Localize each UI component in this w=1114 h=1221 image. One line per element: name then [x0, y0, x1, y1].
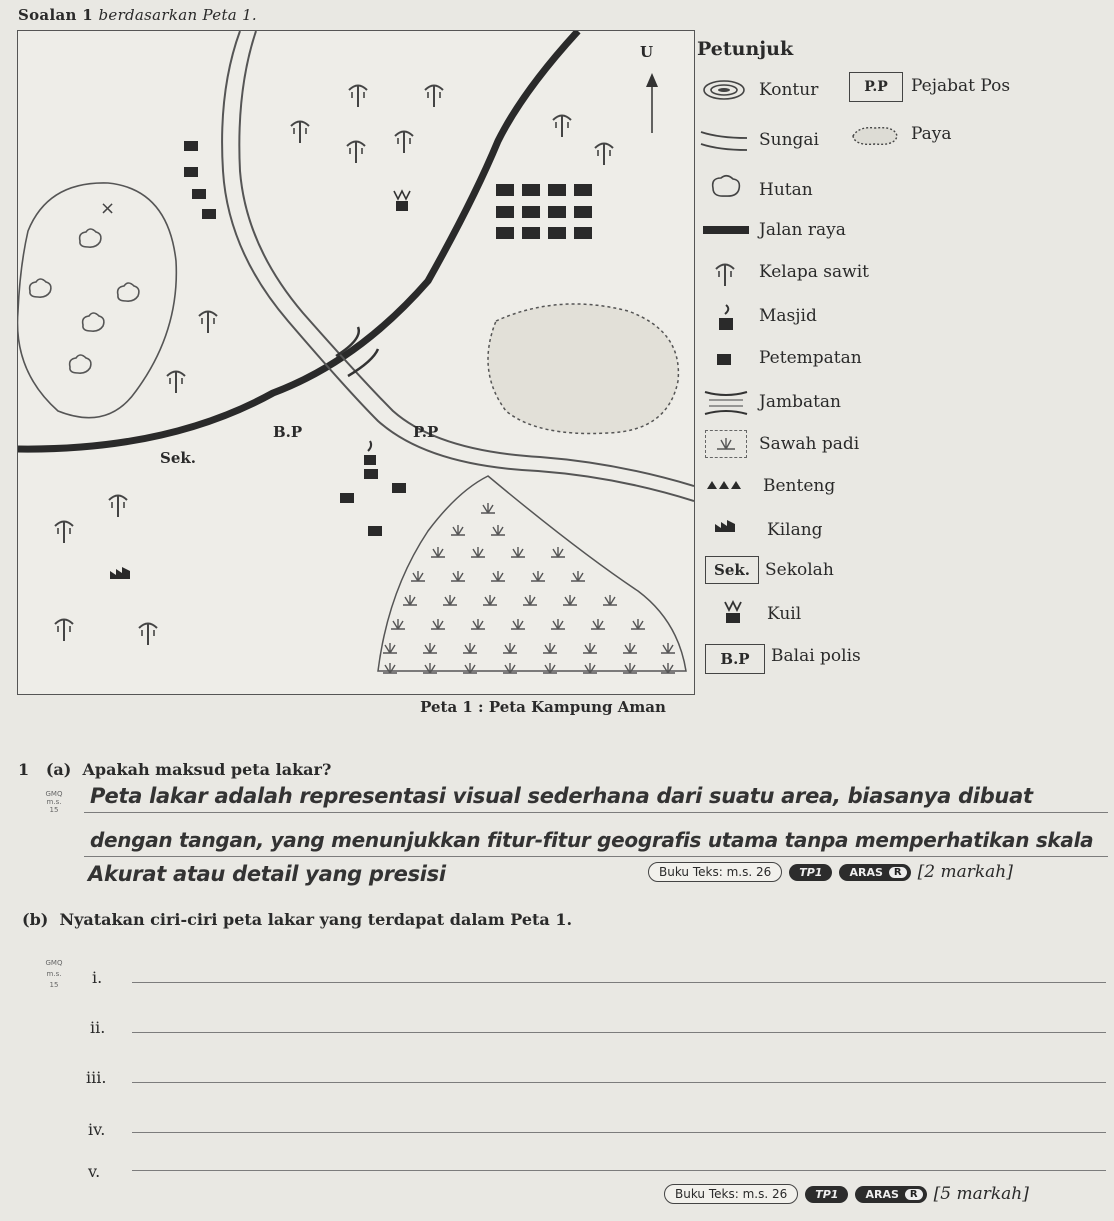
legend-kilang: Kilang: [767, 520, 823, 540]
numeral-iv: iv.: [88, 1120, 106, 1139]
question-part-b: (b): [22, 910, 49, 929]
paddy-symbol: [481, 503, 495, 513]
paddy-symbol: [631, 619, 645, 629]
paddy-symbol: [383, 643, 397, 653]
contour-icon: [699, 76, 749, 104]
legend-kontur: Kontur: [759, 80, 819, 100]
answer-line-a2[interactable]: [84, 828, 1108, 857]
question-number: 1: [18, 760, 30, 779]
mosque-symbol: [364, 441, 376, 465]
book-reference-a: Buku Teks: m.s. 26: [648, 862, 782, 882]
answer-line-b3[interactable]: [132, 1064, 1106, 1083]
forest-icon: [705, 174, 745, 200]
answer-line-b1[interactable]: [132, 964, 1106, 983]
paddy-symbol: [491, 571, 505, 581]
factory-icon: [713, 518, 743, 534]
paddy-symbol: [591, 619, 605, 629]
svg-text:×: ×: [100, 198, 116, 219]
legend-benteng: Benteng: [763, 476, 836, 496]
paddy-symbol: [443, 595, 457, 605]
settlement-icon: [717, 354, 731, 365]
paddy-icon: [705, 430, 747, 458]
gmq-stamp-b: GMQ m.s. 15: [45, 959, 63, 989]
answer-line-a1[interactable]: [84, 784, 1108, 813]
paddy-symbol: [563, 595, 577, 605]
answer-line-b2[interactable]: [132, 1014, 1106, 1033]
answer-a-line1: Peta lakar adalah representasi visual sederhana dari suatu area, biasanya dibuat: [90, 784, 1033, 808]
paddy-symbol: [483, 595, 497, 605]
answer-a-line3: Akurat atau detail yang presisi: [88, 862, 446, 886]
legend-kelapa-sawit: Kelapa sawit: [759, 262, 869, 282]
heading-italic: berdasarkan Peta 1.: [98, 6, 257, 24]
paddy-symbol: [511, 619, 525, 629]
legend-masjid: Masjid: [759, 306, 817, 326]
legend-jalan-raya: Jalan raya: [759, 220, 846, 240]
legend-petempatan: Petempatan: [759, 348, 862, 368]
legend-sungai: Sungai: [759, 130, 819, 150]
bridge-icon: [703, 388, 749, 418]
legend-sawah-padi: Sawah padi: [759, 434, 860, 454]
question-b-text: Nyatakan ciri-ciri peta lakar yang terdapat dalam Peta 1.: [59, 910, 573, 929]
paddy-symbol: [451, 525, 465, 535]
mosque-icon: [715, 304, 737, 332]
paddy-symbol: [431, 547, 445, 557]
paddy-symbol: [531, 571, 545, 581]
question-a-text: Apakah maksud peta lakar?: [82, 760, 332, 779]
numeral-v: v.: [88, 1162, 101, 1181]
book-reference-b: Buku Teks: m.s. 26: [664, 1184, 798, 1204]
road-icon: [703, 226, 749, 234]
legend-jambatan: Jambatan: [759, 392, 842, 412]
paddy-symbol: [463, 643, 477, 653]
paddy-symbol: [471, 547, 485, 557]
school-icon: Sek.: [705, 556, 759, 584]
marks-row-b: [664, 1184, 1029, 1204]
paddy-symbol: [403, 595, 417, 605]
legend-kuil: Kuil: [767, 604, 802, 624]
legend-paya: Paya: [911, 124, 952, 144]
question-heading: [18, 6, 257, 24]
police-label: B.P: [273, 423, 303, 441]
paddy-symbol: [423, 643, 437, 653]
numeral-iii: iii.: [86, 1068, 107, 1087]
marks-a: [2 markah]: [917, 862, 1013, 882]
sketch-map: [17, 30, 695, 695]
question-part-a: (a): [45, 760, 72, 779]
marks-row-a: [648, 862, 1013, 882]
factory-symbol: [110, 567, 130, 579]
paddy-symbol: [511, 547, 525, 557]
aras-badge-a: ARAS R: [839, 864, 910, 881]
answer-a-line2: dengan tangan, yang menunjukkan fitur-fitur geografis utama tanpa memperhatikan skala: [90, 828, 1094, 852]
answer-line-b5[interactable]: [132, 1152, 1106, 1171]
paddy-symbol: [583, 643, 597, 653]
legend-sekolah: Sekolah: [765, 560, 834, 580]
palm-icon: [709, 260, 741, 288]
paddy-symbol: [661, 643, 675, 653]
paddy-symbol: [543, 643, 557, 653]
paddy-symbol: [623, 643, 637, 653]
numeral-i: i.: [92, 968, 103, 987]
paddy-symbol: [431, 619, 445, 629]
aras-badge-b: ARAS R: [855, 1186, 926, 1203]
swamp-icon: [849, 124, 901, 148]
police-icon: B.P: [705, 644, 765, 674]
temple-symbol: [394, 191, 410, 211]
post-office-label: P.P: [413, 423, 439, 441]
question-1a: [18, 760, 331, 779]
paddy-symbol: [551, 619, 565, 629]
tp-badge-b: TP1: [805, 1186, 848, 1203]
legend-title: Petunjuk: [697, 38, 794, 60]
gmq-stamp-a: GMQ m.s. 15: [45, 790, 63, 814]
school-label: Sek.: [160, 449, 196, 467]
question-1b: [22, 910, 572, 929]
map-legend: [697, 30, 1114, 693]
fort-icon: [705, 476, 745, 490]
answer-line-b4[interactable]: [132, 1114, 1106, 1133]
paddy-symbol: [391, 619, 405, 629]
numeral-ii: ii.: [90, 1018, 106, 1037]
heading-bold: Soalan 1: [18, 6, 93, 24]
paddy-symbol: [411, 571, 425, 581]
paddy-symbols: [383, 503, 675, 673]
paddy-symbol: [491, 525, 505, 535]
legend-balai-polis: Balai polis: [771, 646, 861, 666]
post-office-code: P.P: [849, 72, 903, 102]
tp-badge-a: TP1: [789, 864, 832, 881]
paddy-symbol: [551, 547, 565, 557]
paddy-symbol: [503, 643, 517, 653]
north-label: U: [640, 43, 654, 61]
paddy-symbol: [451, 571, 465, 581]
paddy-symbol: [603, 595, 617, 605]
legend-pejabat-pos: Pejabat Pos: [911, 76, 1011, 96]
paddy-symbol: [571, 571, 585, 581]
map-caption: Peta 1 : Peta Kampung Aman: [420, 698, 666, 716]
temple-icon: [721, 600, 745, 624]
forest-symbols: [30, 229, 139, 373]
paddy-symbol: [471, 619, 485, 629]
legend-hutan: Hutan: [759, 180, 813, 200]
river-icon: [699, 126, 749, 154]
marks-b: [5 markah]: [933, 1184, 1029, 1204]
paddy-symbol: [523, 595, 537, 605]
map-drawing: [18, 31, 694, 694]
